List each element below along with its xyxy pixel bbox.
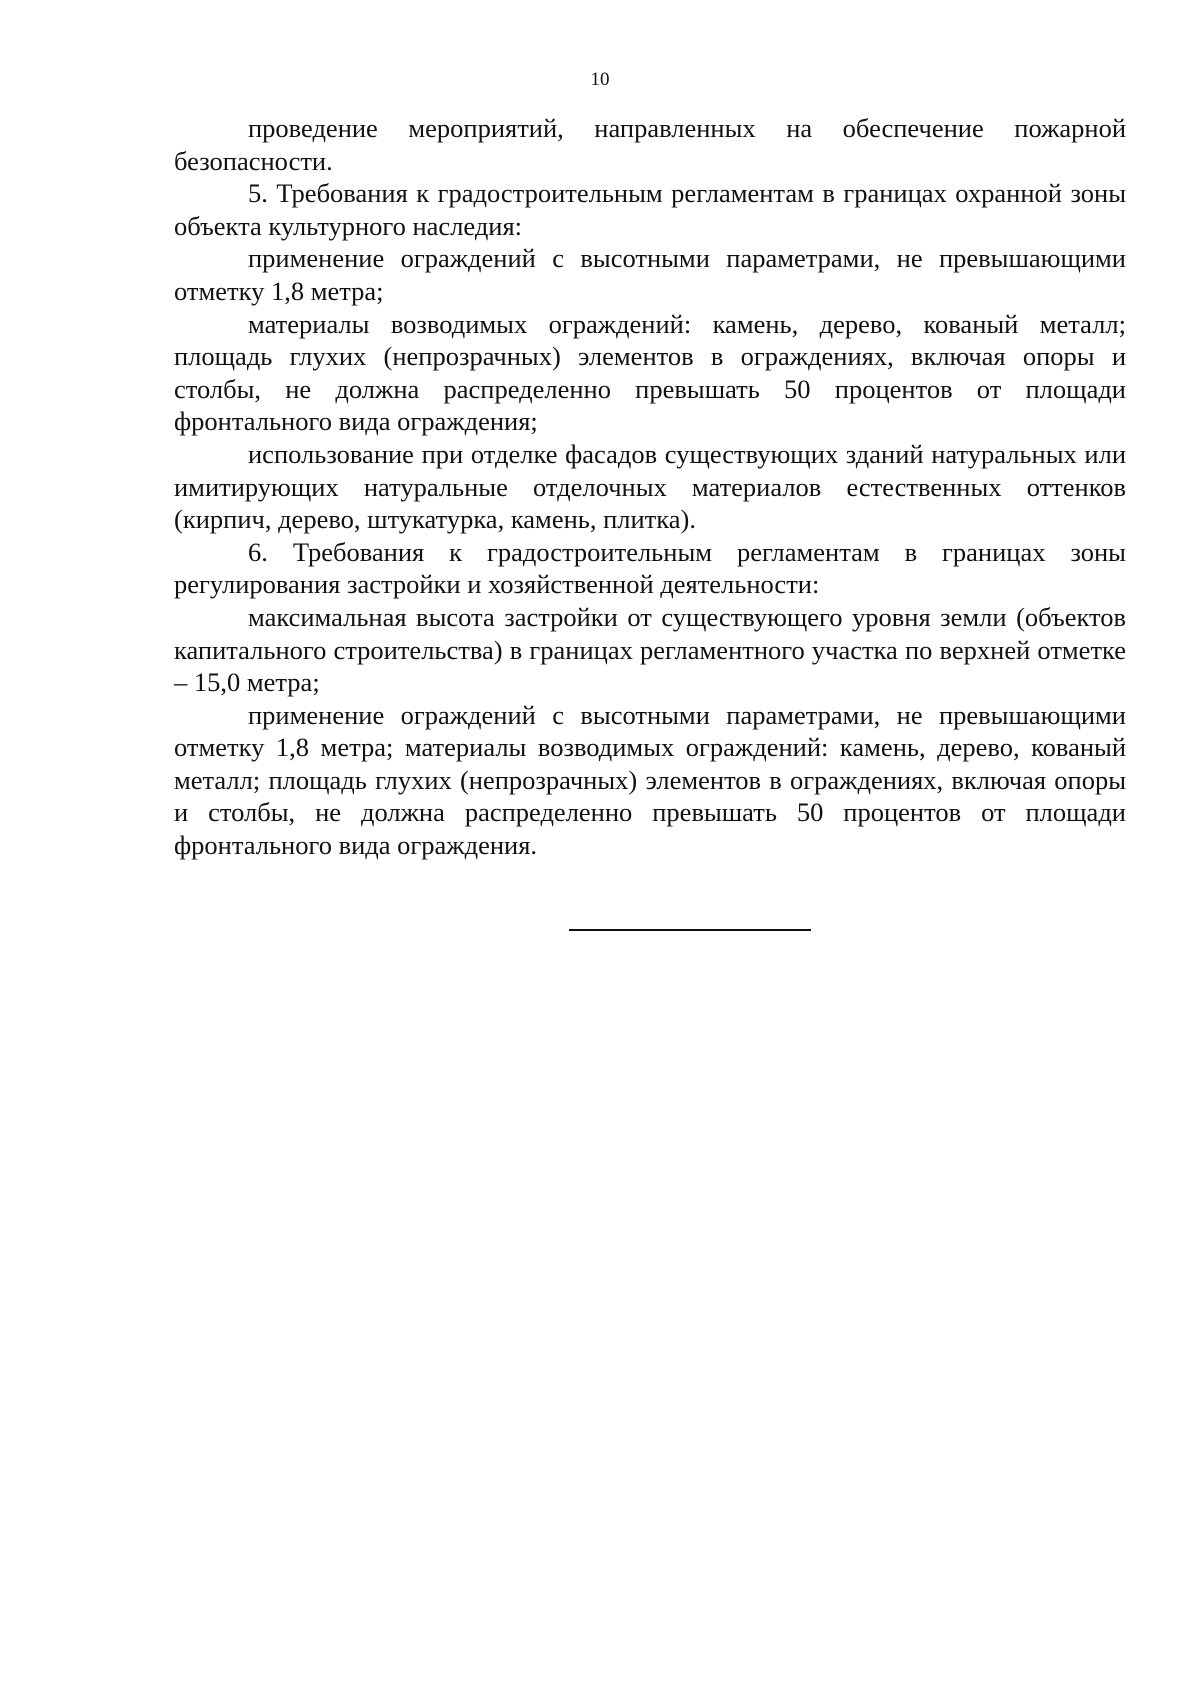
page-number: 10 <box>590 69 610 90</box>
document-body <box>174 112 1126 862</box>
paragraph-section-6-heading: 6. Требования к градостроительным регламентам в границах зоны регулирования застройки и хозяйственной деятельности: <box>174 536 1126 600</box>
paragraph-facade-finishing: использование при отделке фасадов существующих зданий натуральных или имитирующих натуральные отделочных материалов естественных оттенков (кирпич, дерево, штукатурка, камень, плитка). <box>174 438 1126 535</box>
paragraph-fire-safety: проведение мероприятий, направленных на обеспечение пожарной безопасности. <box>174 113 1126 176</box>
paragraph-section-5-heading: 5. Требования к градостроительным регламентам в границах охранной зоны объекта культурного наследия: <box>174 178 1126 241</box>
paragraph-fence-requirements: применение ограждений с высотными параметрами, не превышающими отметку 1,8 метра; материалы возводимых ограждений: камень, дерево, кованый металл; площадь глухих (непрозрачных) элементов в ограждениях, включая опоры и столбы, не должна распределенно превышать 50 процентов от площади фронтального вида ограждения. <box>174 699 1126 861</box>
paragraph-fence-height: применение ограждений с высотными параметрами, не превышающими отметку 1,8 метра; <box>174 243 1126 306</box>
end-of-document-rule <box>569 929 811 931</box>
paragraph-max-building-height: максимальная высота застройки от существующего уровня земли (объектов капитального строительства) в границах регламентного участка по верхней отметке – 15,0 метра; <box>174 601 1126 698</box>
paragraph-fence-materials: материалы возводимых ограждений: камень, дерево, кованый металл; площадь глухих (непрозрачных) элементов в ограждениях, включая опоры и столбы, не должна распределенно превышать 50 процентов от площади фронтального вида ограждения; <box>174 308 1126 437</box>
